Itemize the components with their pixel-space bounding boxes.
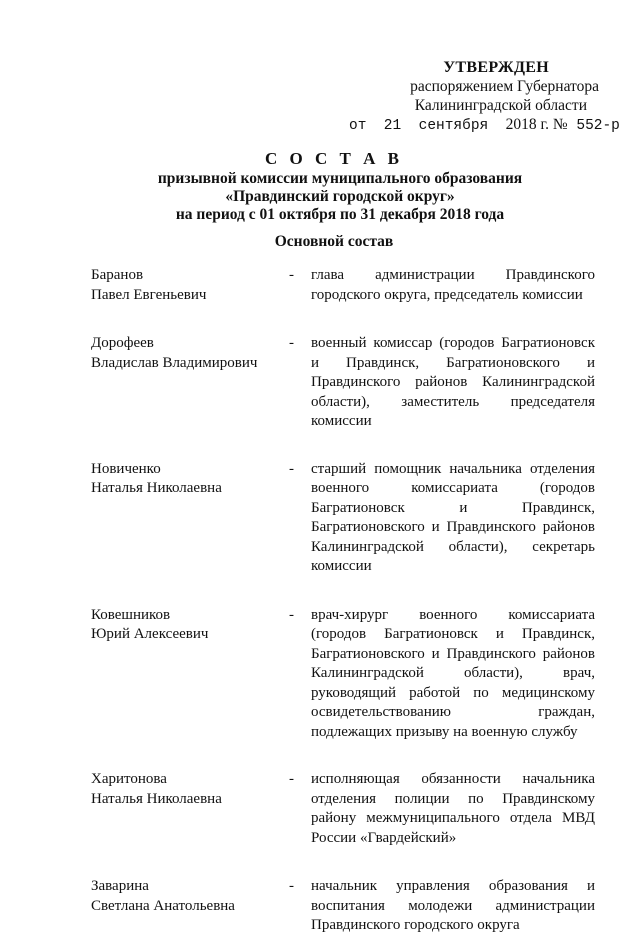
dash-separator: - xyxy=(289,335,294,351)
member-given-name: Наталья Николаевна xyxy=(91,790,222,807)
member-surname: Баранов xyxy=(91,267,144,283)
heading-line-2: «Правдинский городской округ» xyxy=(225,188,455,205)
member-name xyxy=(91,266,281,305)
member-given-name: Светлана Анатольевна xyxy=(91,897,235,914)
member-given-name: Юрий Алексеевич xyxy=(91,626,209,642)
approval-title: УТВЕРЖДЕН xyxy=(443,59,549,76)
member-role: врач-хирург военного комиссариата (городов Багратионовск и Правдинск, Багратионовского и Правдинского районов Калининградской области), врач, руководящий работой по медицинскому освидетельствованию граждан, подлежащих призыву на военную службу xyxy=(311,606,595,740)
document-heading xyxy=(0,148,640,224)
member-surname: Заварина xyxy=(91,878,149,894)
member-name xyxy=(91,606,281,645)
heading-line-1: призывной комиссии муниципального образования xyxy=(157,170,523,187)
approval-date-line xyxy=(349,115,620,136)
member-entry xyxy=(91,266,601,305)
member-role: старший помощник начальника отделения военного комиссариата (городов Багратионовск и Правдинск, Багратионовского и Правдинского районов Калининградской области), секретарь комиссии xyxy=(311,460,595,574)
member-role: военный комиссар (городов Багратионовск и Правдинск, Багратионовского и Правдинского районов Калининградской области), заместитель председателя комиссии xyxy=(311,335,595,429)
member-name xyxy=(91,877,281,916)
member-given-name: Павел Евгеньевич xyxy=(91,286,207,303)
member-name xyxy=(91,460,281,499)
member-entry xyxy=(91,770,601,848)
member-surname: Харитонова xyxy=(91,771,167,787)
member-name xyxy=(91,334,281,373)
members-list xyxy=(91,266,601,936)
approval-year: 2018 г. № xyxy=(505,116,568,133)
dash-separator: - xyxy=(289,878,294,894)
member-entry xyxy=(91,334,601,432)
member-surname: Новиченко xyxy=(91,460,161,477)
dash-separator: - xyxy=(289,460,294,477)
member-given-name: Владислав Владимирович xyxy=(91,354,258,371)
approval-number: 552-р xyxy=(567,118,620,134)
approval-date: от 21 сентября xyxy=(349,118,506,134)
member-entry xyxy=(91,460,601,577)
member-entry xyxy=(91,877,601,936)
member-surname: Ковешников xyxy=(91,606,171,623)
member-given-name: Наталья Николаевна xyxy=(91,480,222,496)
member-role: исполняющая обязанности начальника отделения полиции по Правдинскому району межмуниципального отдела МВД России «Гвардейский» xyxy=(311,771,595,846)
section-title: Основной состав xyxy=(274,233,394,250)
dash-separator: - xyxy=(289,606,294,623)
heading-line-3: на период с 01 октября по 31 декабря 2018 года xyxy=(175,206,505,223)
approval-line-1: распоряжением Губернатора xyxy=(410,78,599,95)
member-name xyxy=(91,770,281,809)
approval-block xyxy=(349,58,620,136)
approval-line-2: Калининградской области xyxy=(414,97,587,114)
member-role: глава администрации Правдинского городского округа, председатель комиссии xyxy=(311,267,595,303)
dash-separator: - xyxy=(289,771,294,787)
member-role: начальник управления образования и воспитания молодежи администрации Правдинского городского округа xyxy=(311,878,595,933)
member-surname: Дорофеев xyxy=(91,335,154,351)
member-entry xyxy=(91,606,601,743)
dash-separator: - xyxy=(289,267,294,283)
heading-title: С О С Т А В xyxy=(265,149,403,168)
